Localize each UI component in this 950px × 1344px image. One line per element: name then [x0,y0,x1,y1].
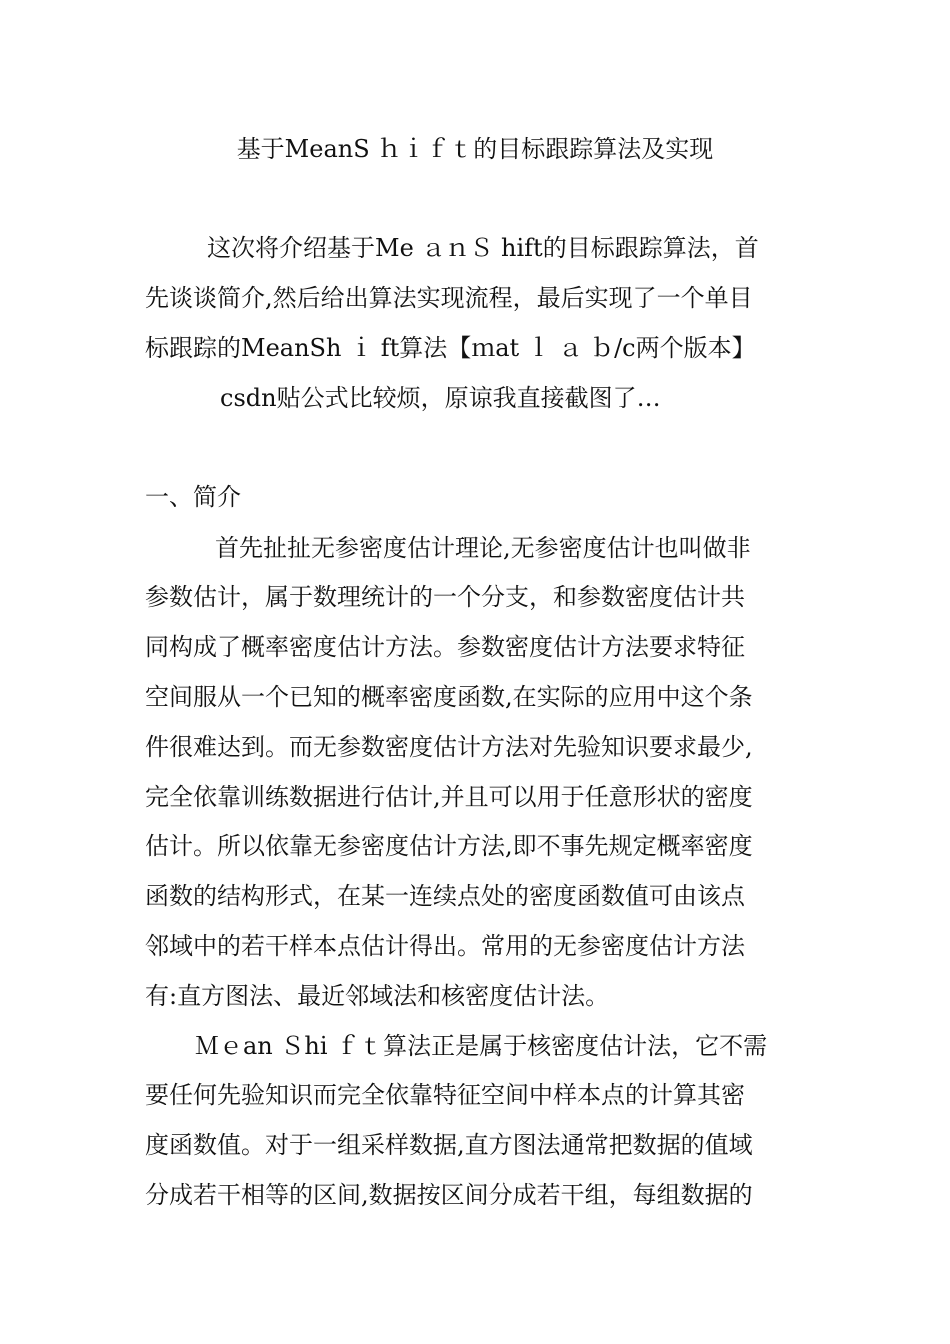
para1-line-8: 函数的结构形式，在某一连续点处的密度函数值可由该点 [145,882,745,910]
section-heading: 一、简介 [145,483,241,511]
para2-line-2: 要任何先验知识而完全依靠特征空间中样本点的计算其密 [145,1081,745,1109]
intro-line-1: 这次将介绍基于Me ａｎＳ hift的目标跟踪算法，首 [207,234,759,262]
para2-line-1: Ｍｅan Ｓhi ｆｔ算法正是属于核密度估计法，它不需 [195,1032,768,1060]
intro-line-2: 先谈谈简介,然后给出算法实现流程，最后实现了一个单目 [145,284,753,312]
para2-line-3: 度函数值。对于一组采样数据,直方图法通常把数据的值域 [145,1131,753,1159]
para1-line-2: 参数估计，属于数理统计的一个分支，和参数密度估计共 [145,583,745,611]
para1-line-9: 邻域中的若干样本点估计得出。常用的无参密度估计方法 [145,932,745,960]
para1-line-3: 同构成了概率密度估计方法。参数密度估计方法要求特征 [145,633,745,661]
para1-line-10: 有:直方图法、最近邻域法和核密度估计法。 [145,982,610,1010]
intro-line-3: 标跟踪的MeanSh ｉ ft算法【ｍat ｌ ａ ｂ/c两个版本】 [145,334,756,362]
para1-line-1: 首先扯扯无参密度估计理论,无参密度估计也叫做非 [215,534,751,562]
para1-line-7: 估计。所以依靠无参密度估计方法,即不事先规定概率密度 [145,832,753,860]
para1-line-6: 完全依靠训练数据进行估计,并且可以用于任意形状的密度 [145,783,753,811]
document-title: 基于MeanS ｈｉｆｔ的目标跟踪算法及实现 [236,135,714,163]
para1-line-4: 空间服从一个已知的概率密度函数,在实际的应用中这个条 [145,683,753,711]
para1-line-5: 件很难达到。而无参数密度估计方法对先验知识要求最少, [145,733,753,761]
para2-line-4: 分成若干相等的区间,数据按区间分成若干组，每组数据的 [145,1181,753,1209]
intro-line-4: csdn贴公式比较烦，原谅我直接截图了… [220,384,661,412]
